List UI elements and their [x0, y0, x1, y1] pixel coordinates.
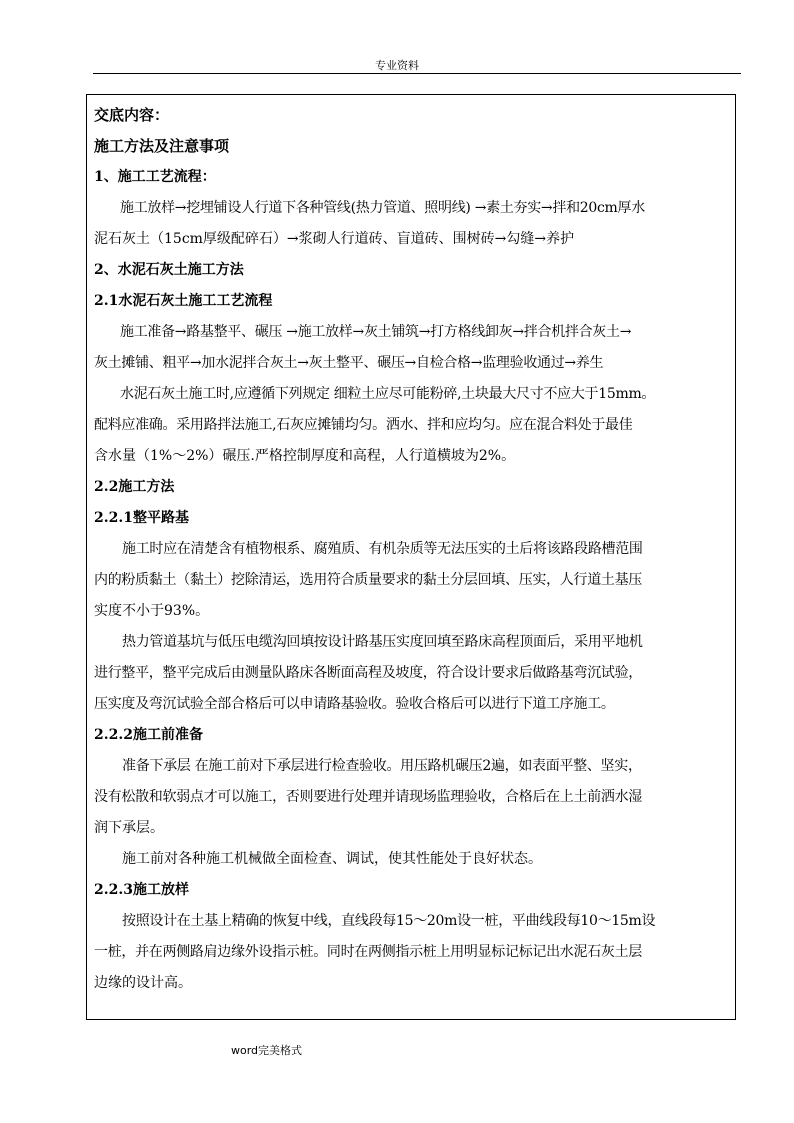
disclosure-content [94, 100, 734, 999]
section-2-2-2-line: 准备下承层 在施工前对下承层进行检查验收。用压路机碾压2遍，如表面平整、坚实， [122, 758, 642, 774]
section-2-1-line: 配料应准确。采用路拌法施工,石灰应摊铺均匀。洒水、拌和应均匀。应在混合料处于最佳 [94, 417, 633, 433]
section-2-2-2-line: 润下承层。 [94, 820, 164, 836]
section-1-line: 施工放样→挖埋铺设人行道下各种管线(热力管道、照明线) →素土夯实→拌和20cm厚水 [120, 200, 645, 216]
section-2-2-1-title: 2.2.1整平路基 [94, 510, 189, 526]
section-1-title: 1、施工工艺流程： [94, 169, 216, 185]
section-2-2-2-title: 2.2.2施工前准备 [94, 727, 203, 743]
section-2-2-1-line: 热力管道基坑与低压电缆沟回填按设计路基压实度回填至路床高程顶面后，采用平地机 [122, 634, 643, 650]
section-2-2-1-line: 压实度及弯沉试验全部合格后可以申请路基验收。验收合格后可以进行下道工序施工。 [94, 696, 615, 712]
header-divider [93, 73, 741, 74]
page-header: 专业资料 [375, 59, 419, 72]
section-2-2-2-line: 没有松散和软弱点才可以施工，否则要进行处理并请现场监理验收，合格后在上土前洒水湿 [94, 789, 642, 805]
section-1-line: 泥石灰土（15cm厚级配碎石）→浆砌人行道砖、盲道砖、围树砖→勾缝→养护 [94, 231, 575, 247]
section-2-title: 2、水泥石灰土施工方法 [94, 262, 244, 278]
section-2-2-2-line: 施工前对各种施工机械做全面检查、调试，使其性能处于良好状态。 [122, 851, 542, 867]
section-2-2-3-line: 按照设计在土基上精确的恢复中线，直线段每15～20m设一桩，平曲线段每10～15m设 [122, 913, 656, 929]
section-2-2-1-line: 内的粉质黏土（黏土）挖除清运，选用符合质量要求的黏土分层回填、压实，人行道土基压 [94, 572, 642, 588]
disclosure-title: 交底内容： [94, 106, 170, 124]
section-2-2-3-line: 边缘的设计高。 [94, 975, 192, 991]
section-2-1-line: 含水量（1%～2%）碾压.严格控制厚度和高程，人行道横坡为2%。 [94, 448, 516, 464]
section-2-1-title: 2.1水泥石灰土施工工艺流程 [94, 293, 273, 309]
section-main-title: 施工方法及注意事项 [94, 137, 230, 155]
section-2-2-1-line: 进行整平，整平完成后由测量队路床各断面高程及坡度，符合设计要求后做路基弯沉试验， [94, 665, 642, 681]
page-footer: word完美格式 [231, 1044, 303, 1057]
section-2-2-1-line: 施工时应在清楚含有植物根系、腐殖质、有机杂质等无法压实的土后将该路段路槽范围 [122, 541, 643, 557]
section-2-1-line: 灰土摊铺、粗平→加水泥拌合灰土→灰土整平、碾压→自检合格→监理验收通过→养生 [94, 355, 604, 371]
section-2-2-title: 2.2施工方法 [94, 479, 175, 495]
section-2-1-line: 水泥石灰土施工时,应遵循下列规定 细粒土应尽可能粉碎,土块最大尺寸不应大于15mm。 [120, 386, 656, 402]
section-2-2-3-line: 一桩，并在两侧路肩边缘外设指示桩。同时在两侧指示桩上用明显标记标记出水泥石灰土层 [94, 944, 642, 960]
section-2-2-3-title: 2.2.3施工放样 [94, 882, 189, 898]
section-2-1-line: 施工准备→路基整平、碾压 →施工放样→灰土铺筑→打方格线卸灰→拌合机拌合灰土→ [120, 324, 632, 340]
section-2-2-1-line: 实度不小于93%。 [94, 603, 210, 619]
